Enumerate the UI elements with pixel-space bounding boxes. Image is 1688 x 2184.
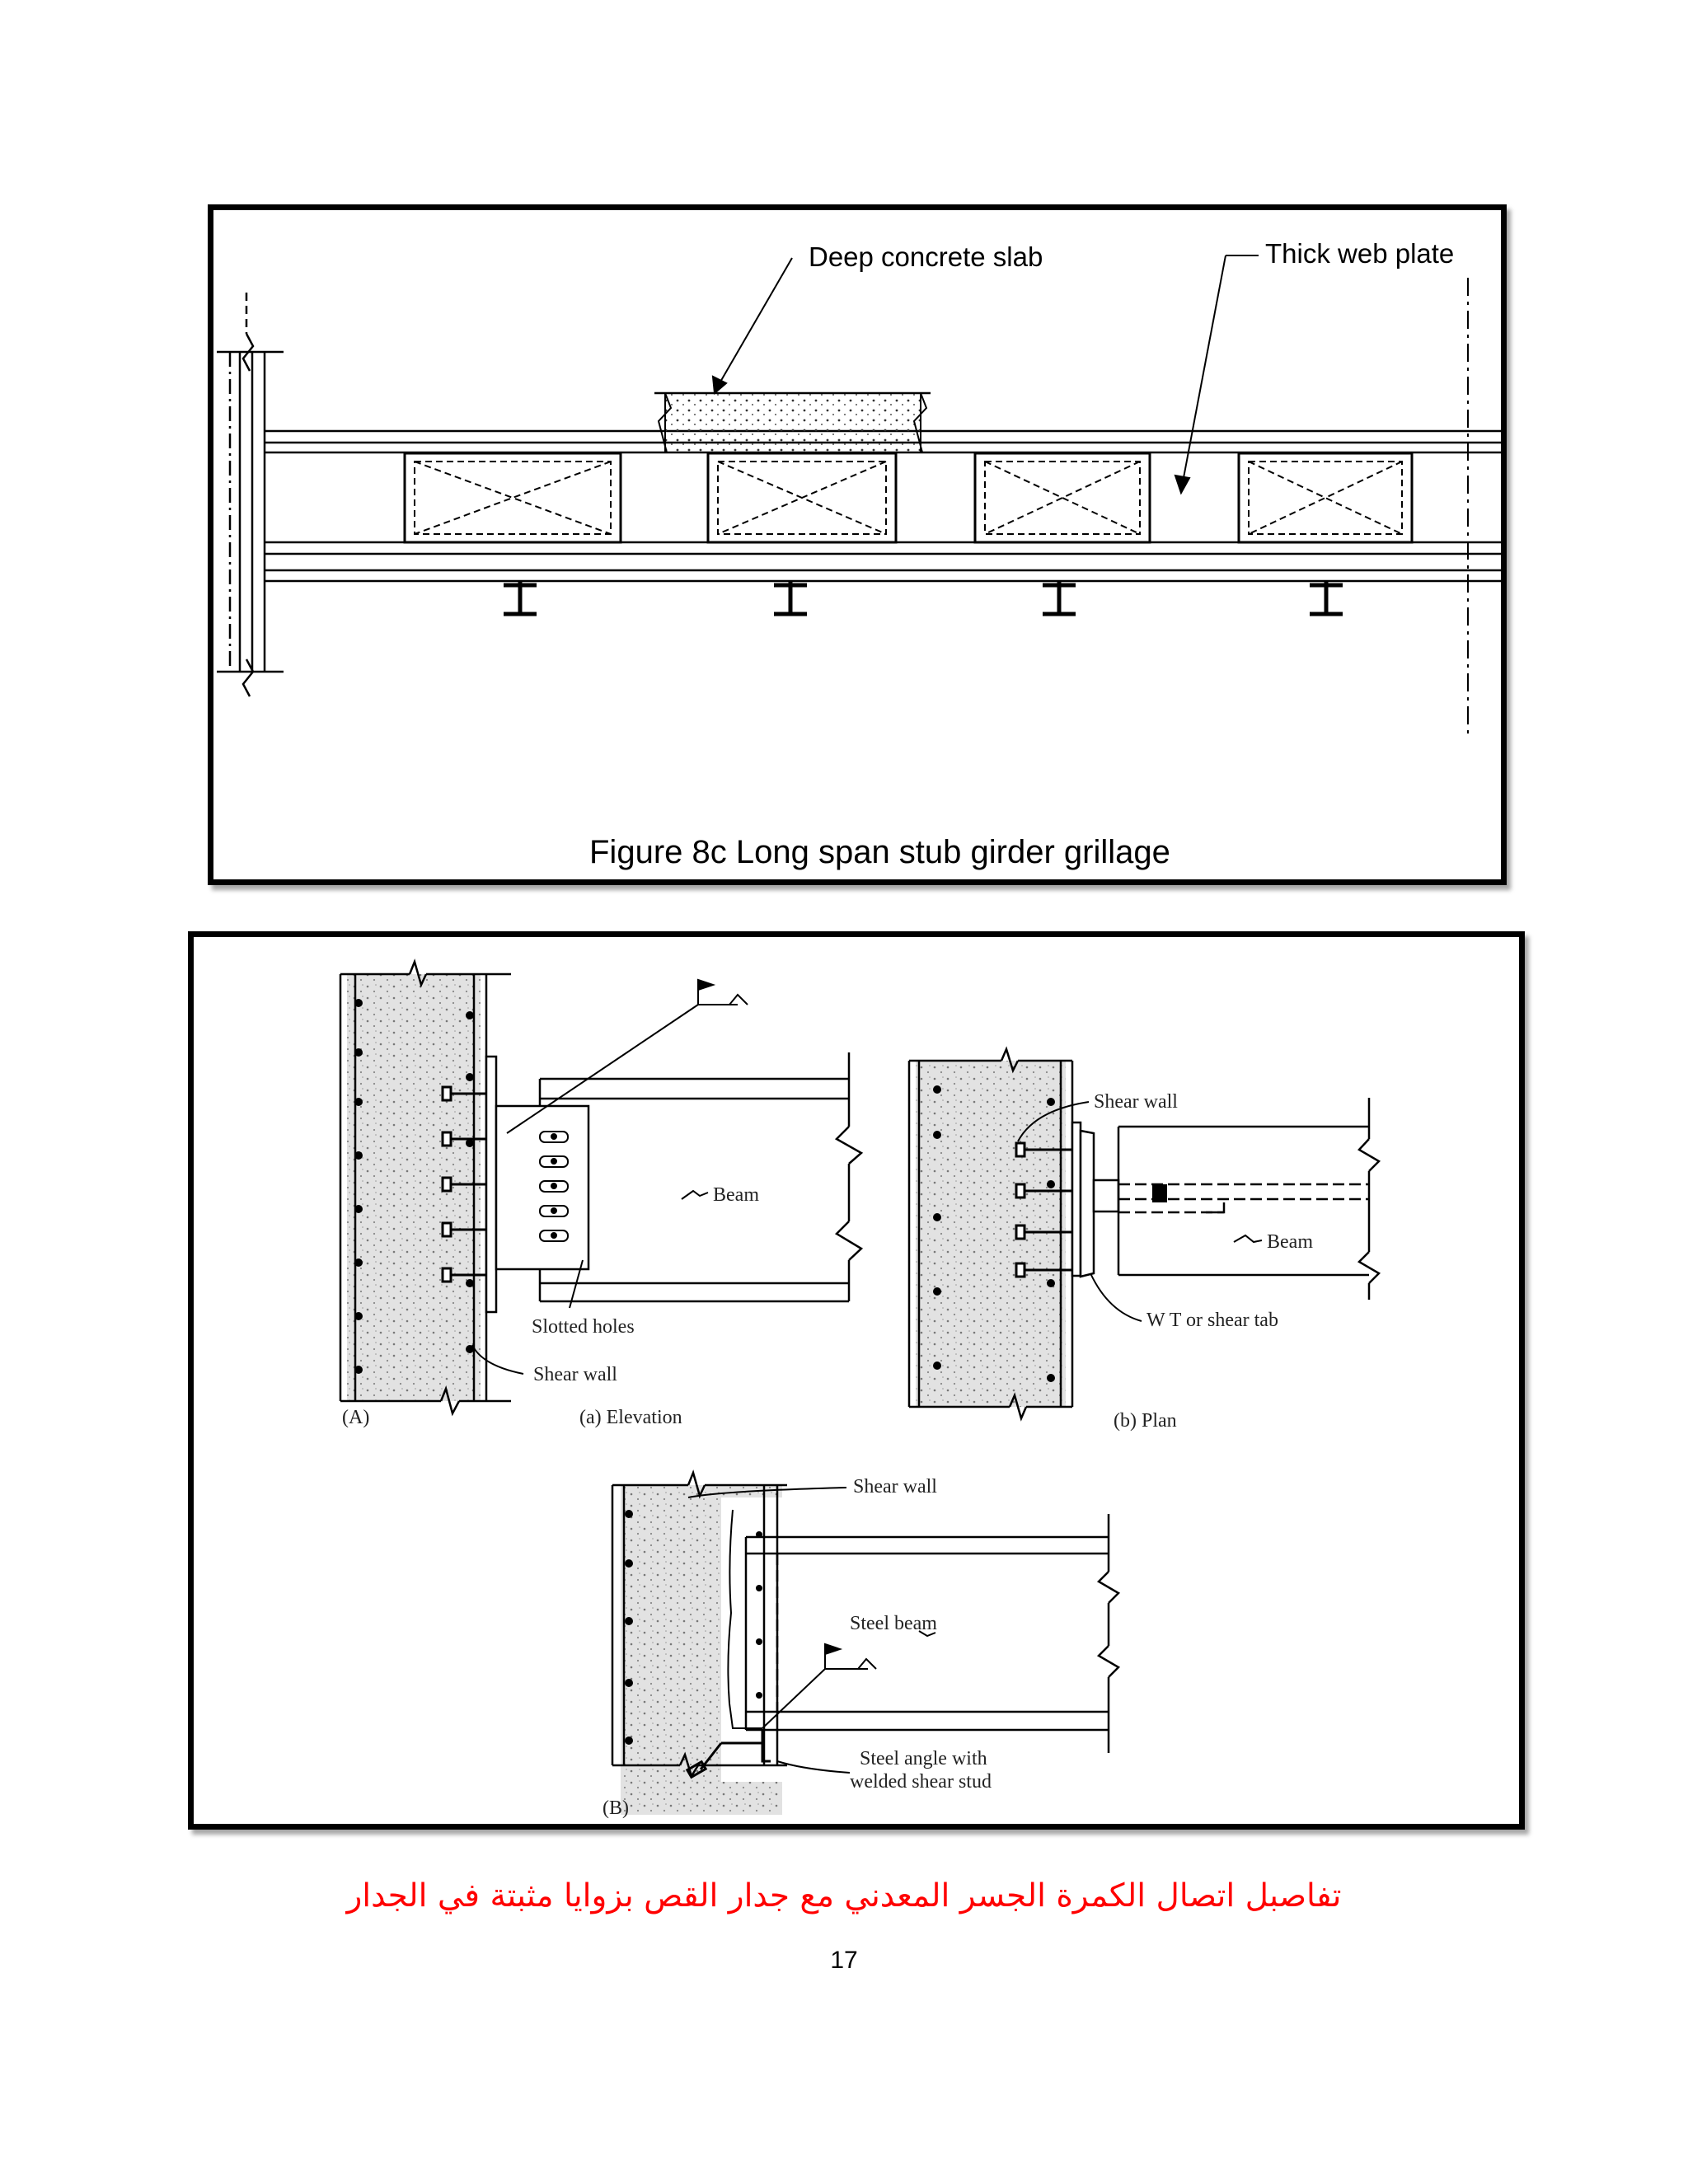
label-deep-concrete-slab: Deep concrete slab [809, 241, 1043, 272]
label-shear-wall-detail: Shear wall [853, 1476, 937, 1497]
label-shear-wall-plan: Shear wall [1094, 1091, 1178, 1113]
left-column [217, 293, 284, 696]
figure-8c-caption: Figure 8c Long span stub girder grillage [589, 834, 1170, 870]
figure-8c-panel [208, 204, 1507, 885]
shear-wall-connection-drawing [194, 937, 1519, 1824]
label-shear-wall-elevation: Shear wall [533, 1364, 617, 1385]
leader-lines [713, 255, 1259, 493]
caption-elevation: (a) Elevation [579, 1407, 682, 1428]
label-slotted-holes: Slotted holes [532, 1316, 635, 1338]
plan-view [909, 1049, 1379, 1432]
label-a: (A) [342, 1407, 370, 1428]
label-beam-plan: Beam [1267, 1231, 1313, 1253]
floor-beam-sections [504, 581, 1343, 616]
label-wt-shear-tab: W T or shear tab [1146, 1310, 1278, 1331]
label-steel-beam: Steel beam [850, 1613, 937, 1634]
label-steel-angle-line2: welded shear stud [850, 1771, 992, 1793]
label-steel-angle-line1: Steel angle with [860, 1748, 987, 1769]
stub-girder-drawing [213, 210, 1501, 879]
detail-b-view [603, 1473, 1118, 1819]
girder-bottom-chord [265, 542, 1501, 581]
label-b: (B) [603, 1797, 629, 1819]
deep-concrete-slab [654, 393, 931, 452]
arabic-caption: تفاصبل اتصال الكمرة الجسر المعدني مع جدار القص بزوايا مثبتة في الجدار [346, 1877, 1342, 1915]
page-number: 17 [830, 1947, 858, 1974]
stub-boxes [405, 453, 1412, 542]
elevation-view [340, 962, 861, 1428]
caption-plan: (b) Plan [1114, 1410, 1177, 1432]
label-thick-web-plate: Thick web plate [1265, 238, 1455, 269]
shear-wall-connection-panel [188, 931, 1525, 1830]
label-beam-elevation: Beam [713, 1184, 759, 1206]
